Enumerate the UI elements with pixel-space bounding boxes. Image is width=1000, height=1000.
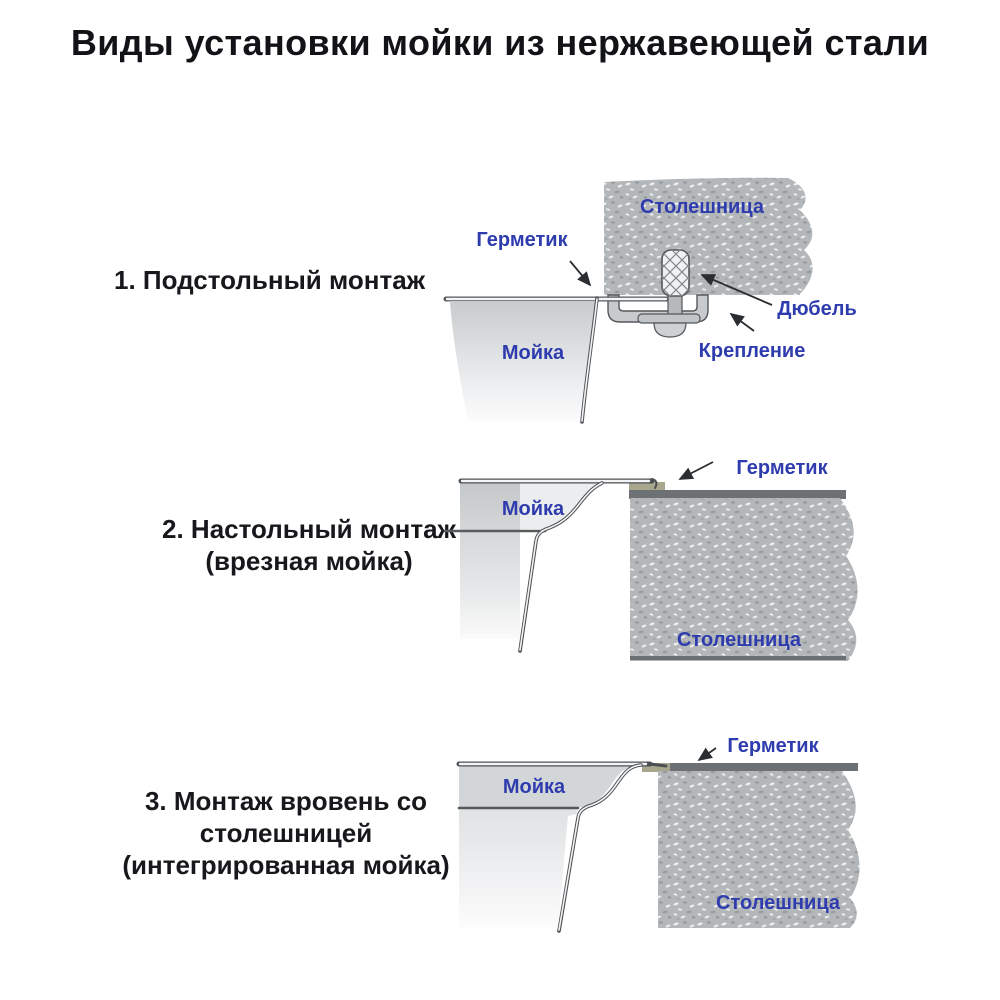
diagram1-undermount <box>0 160 1000 440</box>
diagram3-flushmount <box>0 700 1000 960</box>
diagram2-caption-line2: (врезная мойка) <box>205 546 413 576</box>
countertop-label-3: Столешница <box>716 892 840 914</box>
sink-label-3: Мойка <box>502 776 566 798</box>
countertop-label-1: Столешница <box>640 196 764 218</box>
diagram3-caption-line3: (интегрированная мойка) <box>122 850 450 880</box>
page-title: Виды установки мойки из нержавеющей стали <box>70 22 930 63</box>
sealant-arrow-3 <box>699 748 716 760</box>
diagram3-caption-line1: 3. Монтаж вровень со <box>144 786 428 816</box>
sink-label-1: Мойка <box>501 342 565 364</box>
countertop-label-2: Столешница <box>677 629 801 651</box>
sink-label-2: Мойка <box>501 498 565 520</box>
dowel-label: Дюбель <box>777 298 857 320</box>
diagram2-caption-line1: 2. Настольный монтаж <box>162 514 456 544</box>
diagram1-caption: 1. Подстольный монтаж <box>114 265 426 295</box>
countertop-top-strip-3 <box>662 763 858 771</box>
sink-lower-body-3 <box>459 807 578 928</box>
sealant-label-1: Герметик <box>476 229 568 251</box>
sealant-label-3: Герметик <box>727 735 819 757</box>
diagram3-caption-line2: столешницей <box>199 818 373 848</box>
bracket-flange <box>638 314 700 323</box>
bracket-arrow <box>731 314 754 331</box>
sealant-label-2: Герметик <box>736 457 828 479</box>
diagram2-topmount <box>0 430 1000 680</box>
screw-head <box>654 323 686 337</box>
bracket-label: Крепление <box>698 340 806 362</box>
countertop-top-strip-2 <box>629 490 846 499</box>
sealant-arrow-1 <box>570 261 590 285</box>
sealant-arrow-2 <box>680 462 713 479</box>
